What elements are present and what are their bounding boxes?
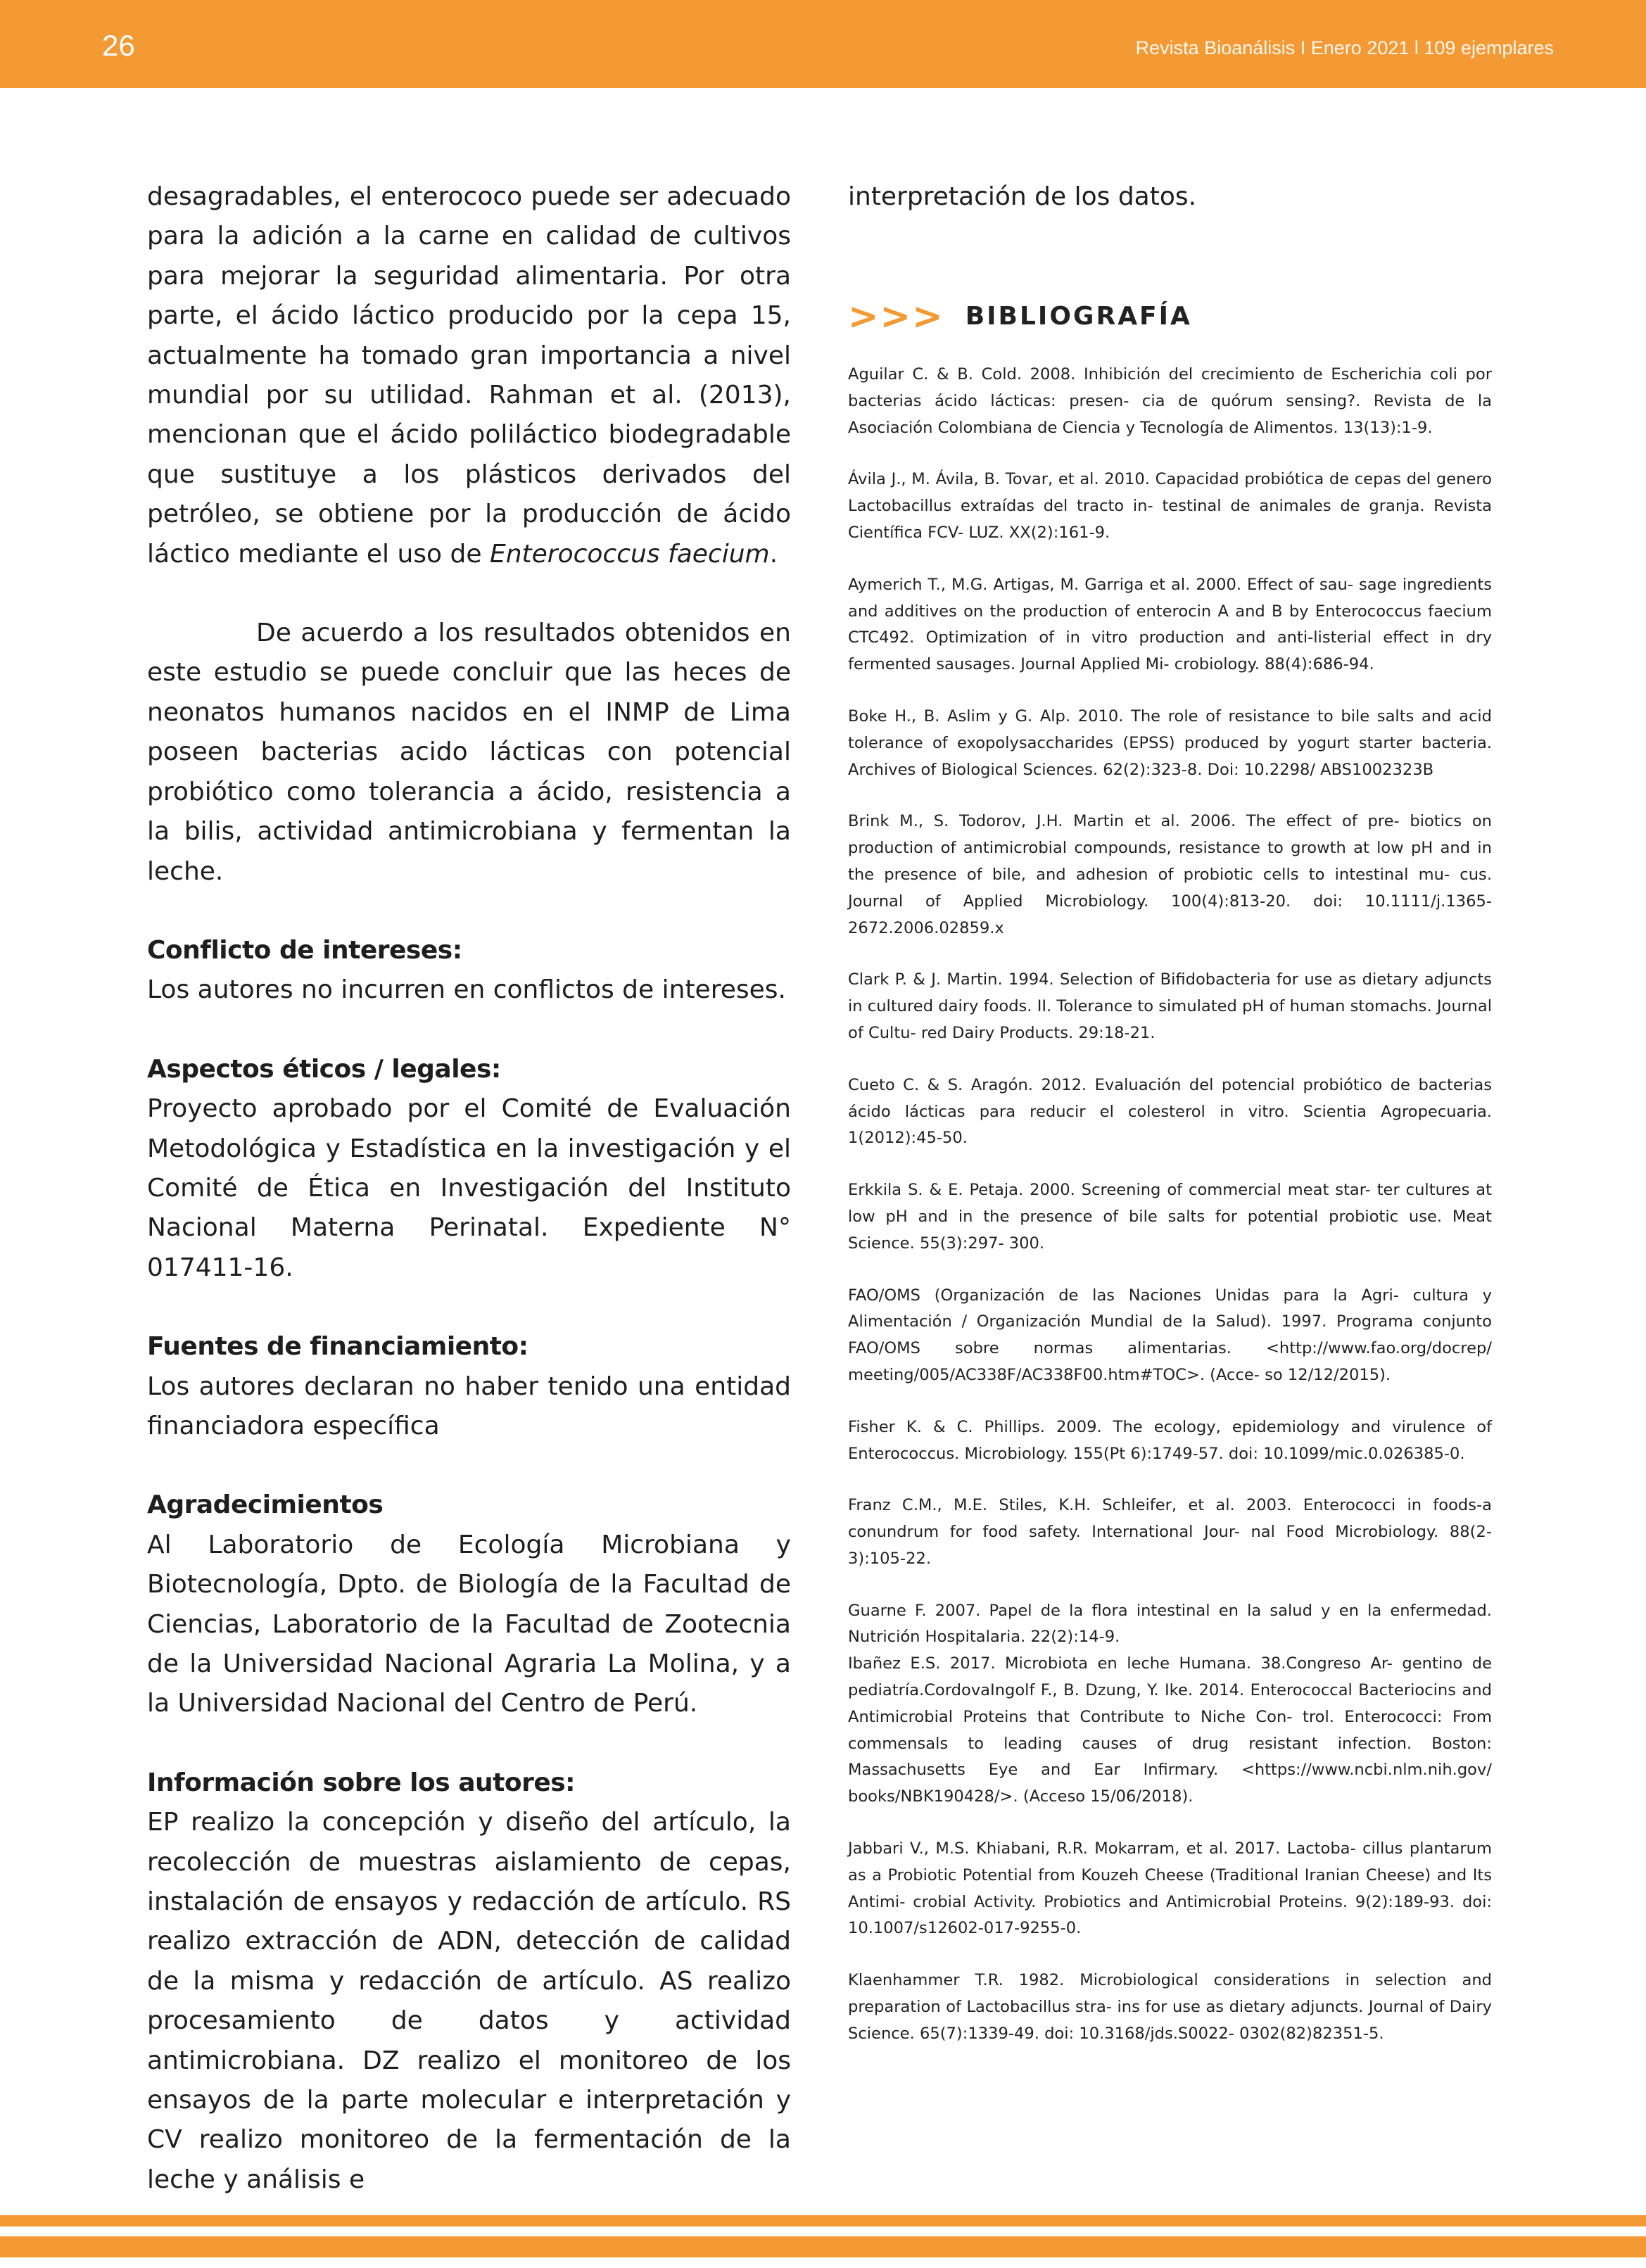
journal-info: Revista Bioanálisis I Enero 2021 l 109 ejemplares (1135, 37, 1554, 58)
authors-text: EP realizo la concepción y diseño del artículo, la recolección de muestras aislamiento de cepas, instalación de ensayos y redacción de artículo. RS realizo extracción de ADN, detección de calidad de la misma y redacción de artículo. AS realizo procesamiento de datos y actividad antimicrobiana. DZ realizo el monitoreo de los ensayos de la parte molecular e interpretación y CV realizo monitoreo de la fermentación de la leche y análisis e (147, 1808, 791, 2194)
bibliography-header (848, 296, 1192, 338)
acknowledgements-heading: Agradecimientos (147, 1490, 384, 1520)
footer-band (0, 2236, 1646, 2257)
reference-item: Jabbari V., M.S. Khiabani, R.R. Mokarram, et al. 2017. Lactoba- cillus plantarum as a Probiotic Potential from Kouzeh Cheese (Traditional Iranian Cheese) and Its Antimi- crobial Activity. Probiotics and Antimicrobial Proteins. 9(2):189-93. doi: 10.1007/s12602-017-9255-0. (848, 1839, 1492, 1938)
acknowledgements-text: Al Laboratorio de Ecología Microbiana y Biotecnología, Dpto. de Biología de la Facultad de Ciencias, Laboratorio de la Facultad de Zootecnia de la Universidad Nacional Agraria La Molina, y a la Universidad Nacional del Centro de Perú. (147, 1530, 791, 1718)
header-bar (0, 0, 1646, 88)
reference-item: Klaenhammer T.R. 1982. Microbiological considerations in selection and preparation of Lactobacillus stra- ins for use as dietary adjuncts. Journal of Dairy Science. 65(7):1339-49. doi: 10.3168/jds.S0022- 0302(82)82351-5. (848, 1971, 1492, 2043)
conflict-text: Los autores no incurren en conflictos de intereses. (147, 975, 786, 1005)
conflict-heading: Conflicto de intereses: (147, 935, 462, 965)
reference-item: Erkkila S. & E. Petaja. 2000. Screening of commercial meat star- ter cultures at low pH and in the presence of bile salts for potential probiotic use. Meat Science. 55(3):297- 300. (848, 1181, 1492, 1253)
reference-item: Aymerich T., M.G. Artigas, M. Garriga et al. 2000. Effect of sau- sage ingredients and additives on the production of enterocin A and B by Enterococcus faecium CTC492. Optimization of in vitro production and anti-listerial effect in dry fermented sausages. Journal Applied Mi- crobiology. 88(4):686-94. (848, 575, 1492, 674)
chevrons-icon: >>> (848, 296, 944, 338)
ethics-heading: Aspectos éticos / legales: (147, 1054, 501, 1084)
reference-item: Aguilar C. & B. Cold. 2008. Inhibición del crecimiento de Escherichia coli por bacterias ácido lácticas: presen- cia de quórum sensing?. Revista de la Asociación Colombiana de Ciencia y Tecnología de Alimentos. 13(13):1-9. (848, 365, 1492, 437)
reference-item: Ávila J., M. Ávila, B. Tovar, et al. 2010. Capacidad probiótica de cepas del genero Lactobacillus extraídas del tracto in- testinal de animales de granja. Revista Científica FCV- LUZ. XX(2):161-9. (848, 470, 1492, 542)
authors-heading: Información sobre los autores: (147, 1768, 576, 1797)
reference-list (848, 362, 1492, 2073)
paragraph-conclusion: De acuerdo a los resultados obtenidos en este estudio se puede concluir que las heces de neonatos humanos nacidos en el INMP de Lima poseen bacterias acido lácticas con potencial probiótico como tolerancia a ácido, resistencia a la bilis, actividad antimicrobiana y fermentan la leche. (147, 619, 791, 886)
footer-stripe (0, 2215, 1646, 2226)
funding-heading: Fuentes de financiamiento: (147, 1332, 528, 1362)
reference-item: Franz C.M., M.E. Stiles, K.H. Schleifer, et al. 2003. Enterococci in foods-a conundrum for food safety. International Jour- nal Food Microbiology. 88(2-3):105-22. (848, 1496, 1492, 1568)
bibliography-title: BIBLIOGRAFÍA (965, 302, 1192, 331)
reference-item: Guarne F. 2007. Papel de la flora intestinal en la salud y en la enfermedad. Nutrición Hospitalaria. 22(2):14-9. (848, 1601, 1492, 1647)
continued-text: interpretación de los datos. (848, 182, 1197, 211)
funding-text: Los autores declaran no haber tenido una entidad financiadora específica (147, 1371, 791, 1440)
reference-item: Boke H., B. Aslim y G. Alp. 2010. The role of resistance to bile salts and acid tolerance of exopolysaccharides (EPSS) produced by yogurt starter bacteria. Archives of Biological Sciences. 62(2):323-8. Doi: 10.2298/ ABS1002323B (848, 707, 1492, 779)
reference-item: Fisher K. & C. Phillips. 2009. The ecology, epidemiology and virulence of Enterococcus. Microbiology. 155(Pt 6):1749-57. doi: 10.1099/mic.0.026385-0. (848, 1417, 1492, 1463)
reference-item: Clark P. & J. Martin. 1994. Selection of Bifidobacteria for use as dietary adjuncts in cultured dairy foods. II. Tolerance to simulated pH of human stomachs. Journal of Cultu- red Dairy Products. 29:18-21. (848, 970, 1492, 1042)
page-number: 26 (102, 29, 135, 62)
right-column (848, 177, 1492, 2043)
reference-item: Brink M., S. Todorov, J.H. Martin et al. 2006. The effect of pre- biotics on production of antimicrobial compounds, resistance to growth at low pH and in the presence of bile, and adhesion of probiotic cells to intestinal mu- cus. Journal of Applied Microbiology. 100(4):813-20. doi: 10.1111/j.1365-2672.2006.02859.x (848, 812, 1492, 937)
ethics-text: Proyecto aprobado por el Comité de Evaluación Metodológica y Estadística en la investigación y el Comité de Ética en Investigación del Instituto Nacional Materna Perinatal. Expediente N° 017411-16. (147, 1094, 791, 1282)
reference-item: Ibañez E.S. 2017. Microbiota en leche Humana. 38.Congreso Ar- gentino de pediatría.CordovaIngolf F., B. Dzung, Y. Ike. 2014. Enterococcal Bacteriocins and Antimicrobial Proteins that Contribute to Niche Con- trol. Enterococci: From commensals to leading causes of drug resistant infection. Boston: Massachusetts Eye and Ear Infirmary. <https://www.ncbi.nlm.nih.gov/ books/NBK190428/>. (Acceso 15/06/2018). (848, 1654, 1492, 1806)
reference-item: Cueto C. & S. Aragón. 2012. Evaluación del potencial probiótico de bacterias ácido lácticas para reducir el colesterol in vitro. Scientia Agropecuaria. 1(2012):45-50. (848, 1075, 1492, 1148)
paragraph-conclusion-intro (147, 177, 791, 574)
reference-item: FAO/OMS (Organización de las Naciones Unidas para la Agri- cultura y Alimentación / Organización Mundial de la Salud). 1997. Programa conjunto FAO/OMS sobre normas alimentarias. <http://www.fao.org/docrep/ meeting/005/AC338F/AC338F00.htm#TOC>. (Acce- so 12/12/2015). (848, 1286, 1492, 1384)
left-column (147, 177, 791, 2200)
paragraph-end: . (769, 539, 778, 569)
paragraph-text: desagradables, el enterococo puede ser adecuado para la adición a la carne en calidad de cultivos para mejorar la seguridad alimentaria. Por otra parte, el ácido láctico producido por la cepa 15, actualmente ha tomado gran importancia a nivel mundial por su utilidad. Rahman et al. (2013), mencionan que el ácido poliláctico biodegradable que sustituye a los plásticos derivados del petróleo, se obtiene por la producción de ácido láctico mediante el uso de (147, 182, 791, 569)
species-name: Enterococcus faecium (489, 539, 770, 569)
